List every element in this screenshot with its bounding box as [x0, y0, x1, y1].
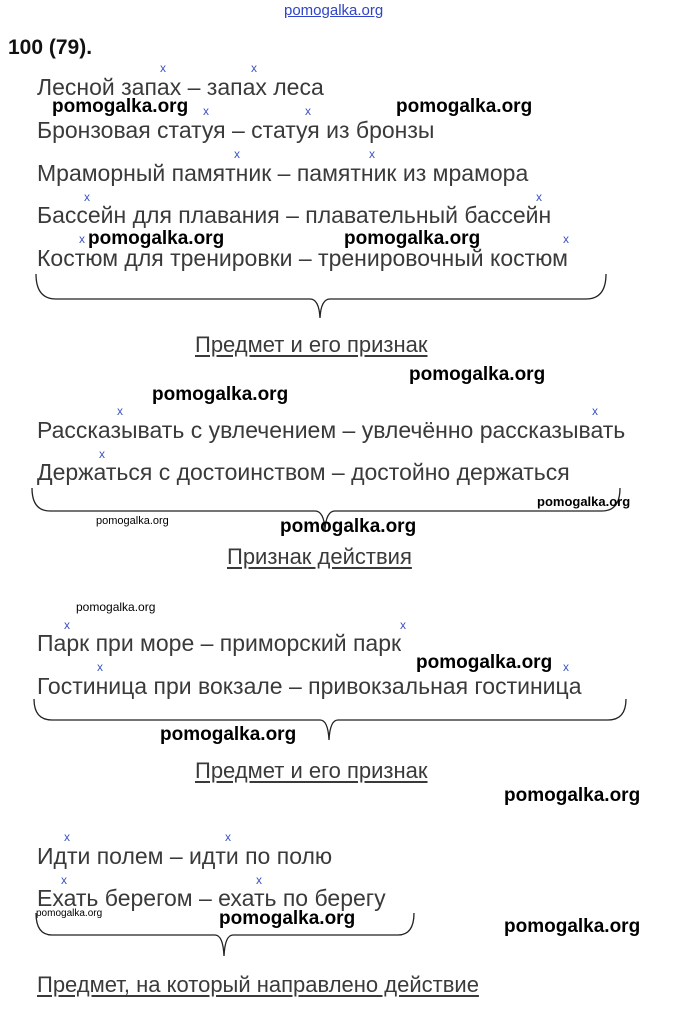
- watermark: pomogalka.org: [36, 908, 103, 919]
- group1-line5: Костюм для тренировки – тренировочный костюм: [37, 245, 568, 271]
- group3-caption: Предмет и его признак: [195, 758, 428, 783]
- group2-line1: Рассказывать с увлечением – увлечённо рассказывать: [37, 417, 626, 443]
- watermark: pomogalka.org: [88, 228, 225, 249]
- stress-mark: x: [117, 404, 123, 418]
- watermark: pomogalka.org: [152, 384, 289, 405]
- stress-mark: x: [369, 147, 375, 161]
- watermark: pomogalka.org: [160, 724, 297, 745]
- watermark: pomogalka.org: [76, 600, 156, 614]
- watermark: pomogalka.org: [409, 364, 546, 385]
- stress-mark: x: [400, 618, 406, 632]
- group4-line2: Ехать берегом – ехать по берегу: [37, 885, 386, 911]
- group3-line2: Гостиница при вокзале – привокзальная гостиница: [37, 673, 582, 699]
- stress-mark: x: [592, 404, 598, 418]
- group2-caption: Признак действия: [227, 544, 412, 569]
- stress-mark: x: [61, 873, 67, 887]
- group3-line1: Парк при море – приморский парк: [37, 630, 402, 656]
- group4-line1: Идти полем – идти по полю: [37, 843, 333, 869]
- stress-mark: x: [64, 618, 70, 632]
- group1-line1: Лесной запах – запах леса: [37, 74, 324, 100]
- group4-caption: Предмет, на который направлено действие: [37, 972, 479, 997]
- stress-mark: x: [256, 873, 262, 887]
- stress-mark: x: [234, 147, 240, 161]
- group1-line2: Бронзовая статуя – статуя из бронзы: [37, 117, 435, 143]
- watermark: pomogalka.org: [504, 916, 641, 937]
- group1-line3: Мраморный памятник – памятник из мрамора: [37, 160, 529, 186]
- stress-mark: x: [225, 830, 231, 844]
- exercise-title: 100 (79).: [8, 36, 93, 59]
- stress-mark: x: [84, 190, 90, 204]
- watermark: pomogalka.org: [396, 96, 533, 117]
- group1-caption: Предмет и его признак: [195, 332, 428, 357]
- stress-mark: x: [64, 830, 70, 844]
- stress-mark: x: [563, 232, 569, 246]
- stress-mark: x: [99, 447, 105, 461]
- stress-mark: x: [563, 660, 569, 674]
- watermark: pomogalka.org: [416, 652, 553, 673]
- watermark: pomogalka.org: [504, 785, 641, 806]
- watermark: pomogalka.org: [96, 515, 169, 527]
- stress-mark: x: [251, 61, 257, 75]
- site-header-link[interactable]: pomogalka.org: [284, 2, 384, 19]
- stress-mark: x: [97, 660, 103, 674]
- stress-mark: x: [305, 104, 311, 118]
- watermark: pomogalka.org: [219, 908, 356, 929]
- group2-line2: Держаться с достоинством – достойно держаться: [37, 459, 570, 485]
- watermark: pomogalka.org: [344, 228, 481, 249]
- stress-mark: x: [203, 104, 209, 118]
- group1-line4: Бассейн для плавания – плавательный бассейн: [37, 202, 552, 228]
- stress-mark: x: [536, 190, 542, 204]
- stress-mark: x: [160, 61, 166, 75]
- stress-mark: x: [79, 232, 85, 246]
- watermark: pomogalka.org: [280, 516, 417, 537]
- watermark: pomogalka.org: [52, 96, 189, 117]
- watermark: pomogalka.org: [537, 494, 631, 509]
